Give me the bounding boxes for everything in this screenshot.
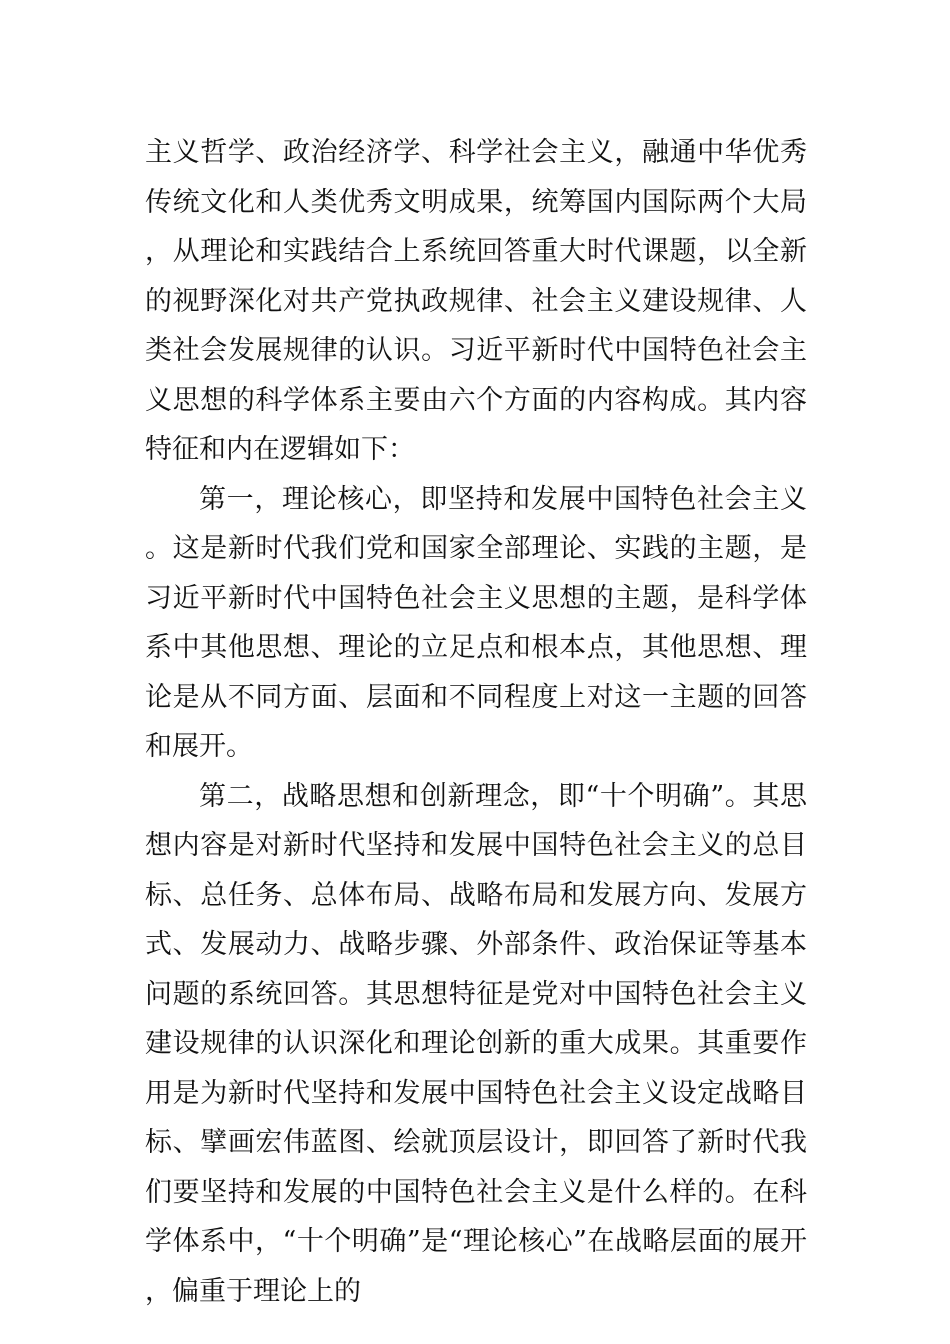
paragraph-continued: 主义哲学、政治经济学、科学社会主义，融通中华优秀传统文化和人类优秀文明成果，统筹国内国际两个大局，从理论和实践结合上系统回答重大时代课题，以全新的视野深化对共产党执政规律、社会主义建设规律、人类社会发展规律的认识。习近平新时代中国特色社会主义思想的科学体系主要由六个方面的内容构成。其内容特征和内在逻辑如下：: [145, 137, 807, 465]
paragraph-first-point: 第一，理论核心，即坚持和发展中国特色社会主义。这是新时代我们党和国家全部理论、实践的主题，是习近平新时代中国特色社会主义思想的主题，是科学体系中其他思想、理论的立足点和根本点，其他思想、理论是从不同方面、层面和不同程度上对这一主题的回答和展开。: [145, 483, 807, 762]
paragraph-second-point: 第二，战略思想和创新理念，即“十个明确”。其思想内容是对新时代坚持和发展中国特色社会主义的总目标、总任务、总体布局、战略布局和发展方向、发展方式、发展动力、战略步骤、外部条件、政治保证等基本问题的系统回答。其思想特征是党对中国特色社会主义建设规律的认识深化和理论创新的重大成果。其重要作用是为新时代坚持和发展中国特色社会主义设定战略目标、擘画宏伟蓝图、绘就顶层设计，即回答了新时代我们要坚持和发展的中国特色社会主义是什么样的。在科学体系中，“十个明确”是“理论核心”在战略层面的展开，偏重于理论上的: [145, 780, 807, 1307]
document-body: [145, 128, 807, 1316]
